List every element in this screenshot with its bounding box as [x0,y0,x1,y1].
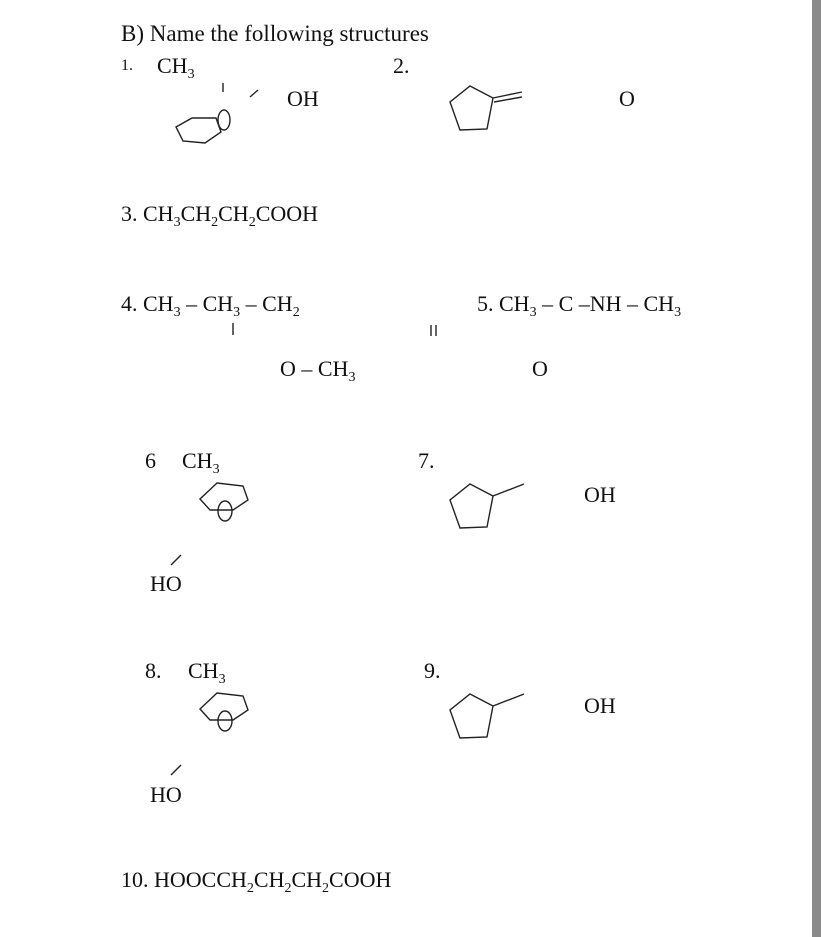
q1-ch3-label: $CH_3$ [157,53,195,82]
q6-ho-label: HO [150,571,182,596]
q5-double-bond [428,322,440,340]
q7-oh-label: OH [584,482,616,507]
window-edge-scrollbar[interactable] [812,0,821,937]
q10-formula: 10. $HOOCCH_2CH_2CH_2COOH$ [121,867,392,896]
q2-oxygen-label: O [619,86,635,111]
q1-number: 1. [121,57,133,74]
q9-cyclopentane-structure [447,688,537,748]
q4-formula: 4. $CH_3 - CH_3 - CH_2$ [121,291,300,320]
q8-ring-structure [195,688,255,738]
q6-ring-structure [195,478,255,528]
q9-oh-label: OH [584,693,616,718]
q5-oxygen-label: O [532,356,548,381]
q2-cyclopentane-structure [445,80,535,140]
q4-methoxy-group: O – $CH_3$ [280,356,356,385]
q1-cyclohexane-structure [170,80,270,160]
q8-ho-label: HO [150,782,182,807]
q3-formula: 3. $CH_3CH_2CH_2COOH$ [121,201,319,230]
q1-oh-label: OH [287,86,319,111]
q8-number: 8. [145,658,162,683]
q6-number: 6 [145,448,156,473]
q7-cyclopentane-structure [447,478,537,538]
q8-ch3-label: $CH_3$ [188,658,226,687]
q7-number: 7. [418,448,435,473]
q9-number: 9. [424,658,441,683]
q4-single-bond [230,320,240,340]
q5-formula: 5. $CH_3$ – C $-NH - CH_3$ [477,291,682,320]
q2-number: 2. [393,53,410,78]
q6-ch3-label: $CH_3$ [182,448,220,477]
section-title: B) Name the following structures [121,21,429,46]
q6-bond [168,550,188,570]
q8-bond [168,760,188,780]
